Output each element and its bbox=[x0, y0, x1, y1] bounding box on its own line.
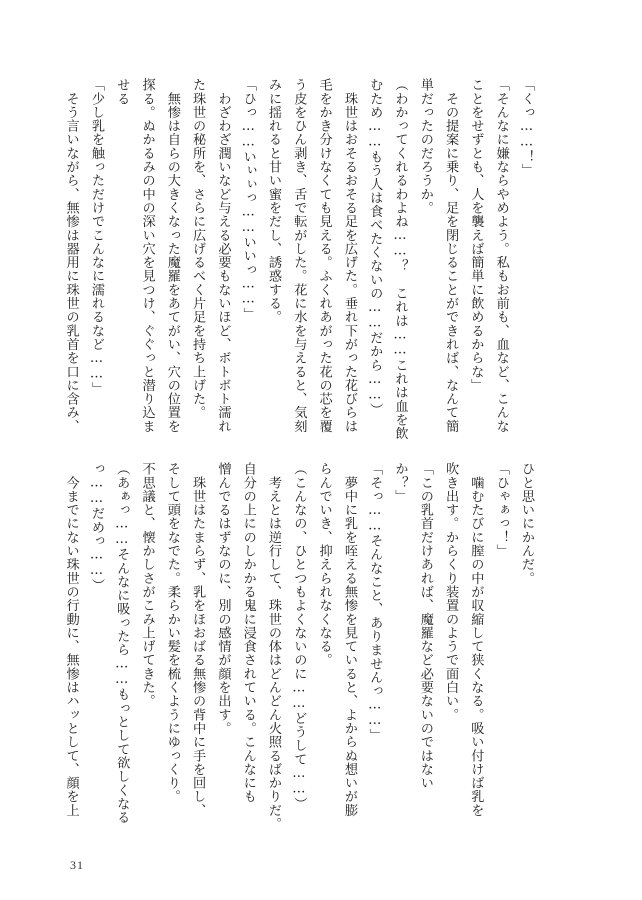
text-line: た珠世の秘所を、さらに広げるべく片足を持ち上げた。 bbox=[190, 78, 206, 420]
text-line: 珠世はたまらず、乳をほおばる無惨の背中に手を回し、 bbox=[190, 462, 206, 817]
text-line: みに揺れると甘い蜜をだし、誘惑する。 bbox=[266, 78, 282, 324]
text-line: そう言いながら、無惨は器用に珠世の乳首を口に含み、 bbox=[63, 78, 79, 433]
text-line: 考えとは逆行して、珠世の体はどんどん火照るばかりだ。 bbox=[266, 462, 282, 831]
text-block-bottom bbox=[63, 462, 539, 831]
text-line: 珠世はおそるおそる足を広げた。垂れ下がった花びらは bbox=[341, 78, 357, 433]
text-line: 「少し乳を触っただけでこんなに濡れるなど……」 bbox=[88, 78, 104, 396]
text-line: 自分の上にのしかかる鬼に浸食されている。こんなにも bbox=[240, 462, 256, 804]
page-number: 31 bbox=[70, 858, 84, 872]
text-line: そして頭をなでた。柔らかい髪を梳くようにゆっくり。 bbox=[164, 462, 180, 804]
text-line: っ……だめっ……） bbox=[88, 462, 104, 593]
text-line: 噛むたびに膣の中が収縮して狭くなる。吸い付けば乳を bbox=[468, 462, 484, 817]
text-line: 夢中に乳を咥える無惨を見ていると、よからぬ想いが膨 bbox=[341, 462, 357, 817]
text-line: 今までにない珠世の行動に、無惨はハッとして、顔を上 bbox=[63, 462, 79, 817]
text-line: 単だったのだろうか。 bbox=[417, 78, 433, 215]
text-line: せる bbox=[114, 78, 130, 106]
text-line: （わかってくれるわよね……？ これは……これは血を飲 bbox=[392, 78, 408, 441]
text-line: らんでいき、抑えられなくなる。 bbox=[316, 462, 332, 667]
text-line: 不思議と、懐かしさがこみ上げてきた。 bbox=[139, 462, 155, 708]
text-line: 「ひっ……いぃぃっ……いいっ……」 bbox=[240, 78, 256, 321]
text-line: （こんなの、ひとつもよくないのに……どうして……） bbox=[291, 462, 307, 811]
text-line: ひと思いにかんだ。 bbox=[519, 462, 534, 585]
text-line: 「そんなに嫌ならやめよう。私もお前も、血など、こんな bbox=[493, 78, 509, 433]
text-line: 憎んでるはずなのに、別の感情が顔を出す。 bbox=[215, 462, 231, 735]
text-line: （あぁっ……そんなに吸ったら……もっとして欲しくなる bbox=[114, 462, 130, 825]
text-line: 「くっ……！」 bbox=[519, 78, 534, 178]
text-line: 「そっ……そんなこと、ありませんっ……」 bbox=[367, 462, 383, 743]
text-line: その提案に乗り、足を閉じることができれば、なんて簡 bbox=[443, 78, 459, 433]
text-line: う皮をひん剥き、舌で転がした。花に水を与えると、気刻 bbox=[291, 78, 307, 433]
text-line: 吹き出す。からくり装置のようで面白い。 bbox=[443, 462, 459, 722]
text-line: 探る。ぬかるみの中の深い穴を見つけ、ぐぐっと潜り込ま bbox=[139, 78, 155, 433]
text-block-top bbox=[63, 78, 539, 441]
text-line: か？」 bbox=[392, 462, 408, 503]
text-line: 毛をかき分けなくても見える。ふくれあがった花の芯を覆 bbox=[316, 78, 332, 433]
text-line: 「この乳首だけあれば、魔羅など必要ないのではない bbox=[417, 462, 433, 790]
text-line: 無惨は自らの大きくなった魔羅をあてがい、穴の位置を bbox=[164, 78, 180, 433]
text-line: わざわざ潤いなど与える必要もないほど、ボトボト濡れ bbox=[215, 78, 231, 433]
text-line: 「ひゃぁっ！」 bbox=[493, 462, 509, 558]
text-line: ことをせずとも、人を襲えば簡単に飲めるからな」 bbox=[468, 78, 484, 392]
text-line: むため……もう人は食べたくないの……だから……） bbox=[367, 78, 383, 417]
